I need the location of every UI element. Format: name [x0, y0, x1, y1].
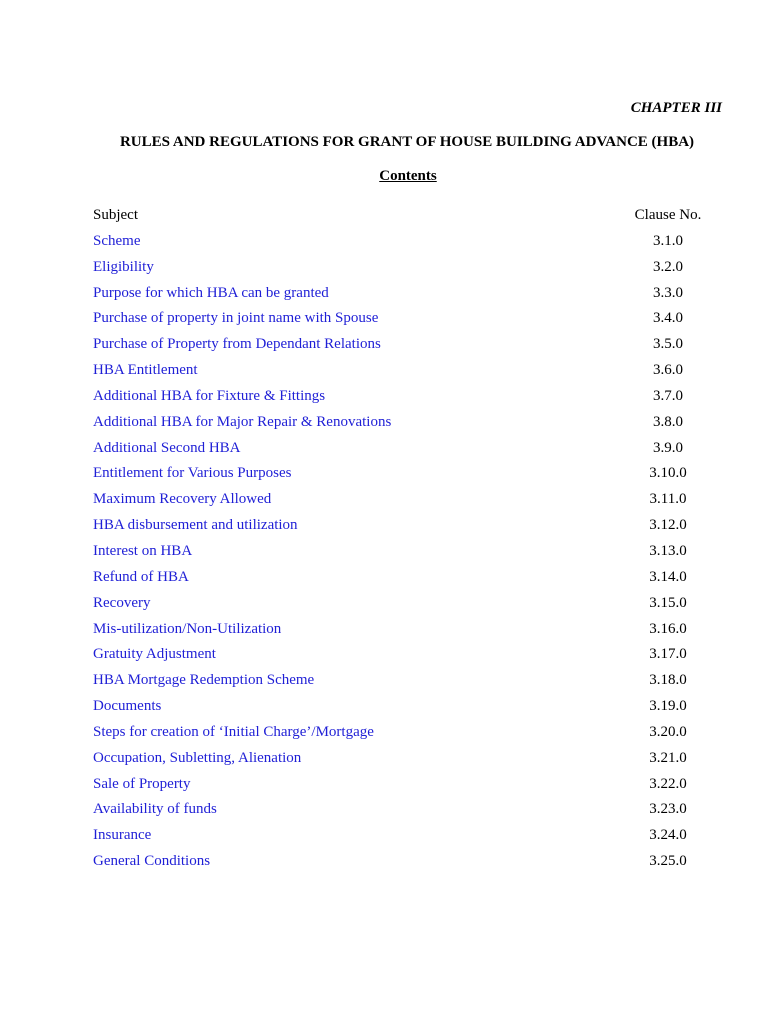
- toc-entry-link[interactable]: Purpose for which HBA can be granted: [93, 284, 329, 301]
- toc-entry-clause: 3.18.0: [649, 672, 687, 689]
- chapter-label: CHAPTER III: [630, 100, 722, 116]
- toc-entry: [93, 307, 713, 333]
- toc-entry: [93, 824, 713, 850]
- toc-entry-link[interactable]: Entitlement for Various Purposes: [93, 465, 292, 482]
- toc-entry: [93, 747, 713, 773]
- toc-entry-clause: 3.3.0: [653, 284, 683, 301]
- toc-entry-clause: 3.19.0: [649, 698, 687, 715]
- toc-entry-link[interactable]: Scheme: [93, 232, 141, 249]
- toc-entry: [93, 462, 713, 488]
- toc-entry-link[interactable]: Sale of Property: [93, 775, 191, 792]
- toc-entry-clause: 3.17.0: [649, 646, 687, 663]
- toc-entry-clause: 3.15.0: [649, 594, 687, 611]
- toc-entry-clause: 3.9.0: [653, 439, 683, 456]
- toc-entry-link[interactable]: Maximum Recovery Allowed: [93, 491, 272, 508]
- toc-entry: [93, 437, 713, 463]
- page-title: RULES AND REGULATIONS FOR GRANT OF HOUSE BUILDING ADVANCE (HBA): [119, 134, 695, 150]
- toc-entry: [93, 695, 713, 721]
- toc-entry-clause: 3.23.0: [649, 801, 687, 818]
- toc-entry: [93, 488, 713, 514]
- toc-entry-clause: 3.13.0: [649, 542, 687, 559]
- toc-entry: [93, 230, 713, 256]
- toc-entry: [93, 282, 713, 308]
- toc-entry: [93, 540, 713, 566]
- toc-entry-link[interactable]: Purchase of property in joint name with Spouse: [93, 310, 379, 327]
- toc-entry-link[interactable]: Recovery: [93, 594, 151, 611]
- toc-entry: [93, 411, 713, 437]
- toc-entry: [93, 359, 713, 385]
- toc-entry-clause: 3.24.0: [649, 827, 687, 844]
- toc-entry: [93, 773, 713, 799]
- toc-entry-clause: 3.7.0: [653, 387, 683, 404]
- toc-entry-link[interactable]: HBA Mortgage Redemption Scheme: [93, 672, 315, 689]
- toc-entry-link[interactable]: Mis-utilization/Non-Utilization: [93, 620, 282, 637]
- toc-entry: [93, 256, 713, 282]
- toc-entry-link[interactable]: General Conditions: [93, 853, 211, 870]
- toc-entry-clause: 3.14.0: [649, 568, 687, 585]
- toc-entry-clause: 3.12.0: [649, 517, 687, 534]
- toc-entry-link[interactable]: Interest on HBA: [93, 542, 193, 559]
- toc-entry: [93, 669, 713, 695]
- toc-entry-clause: 3.2.0: [653, 258, 683, 275]
- toc-entry-link[interactable]: HBA disbursement and utilization: [93, 517, 298, 534]
- toc-entry-clause: 3.16.0: [649, 620, 687, 637]
- toc-entry-link[interactable]: Availability of funds: [93, 801, 217, 818]
- toc-entry: [93, 385, 713, 411]
- toc-entry-clause: 3.4.0: [653, 310, 683, 327]
- toc-entry-clause: 3.25.0: [649, 853, 687, 870]
- toc-entries: [93, 230, 713, 876]
- toc-entry-clause: 3.10.0: [649, 465, 687, 482]
- toc-entry-link[interactable]: Additional HBA for Major Repair & Renovations: [93, 413, 392, 430]
- toc-entry: [93, 850, 713, 876]
- toc-entry-link[interactable]: Eligibility: [93, 258, 154, 275]
- toc-entry: [93, 721, 713, 747]
- toc-entry-clause: 3.6.0: [653, 362, 683, 379]
- toc-entry-link[interactable]: Documents: [93, 698, 162, 715]
- table-of-contents: [93, 204, 713, 876]
- toc-header-row: [93, 204, 713, 230]
- toc-entry: [93, 514, 713, 540]
- toc-entry-link[interactable]: Occupation, Subletting, Alienation: [93, 749, 302, 766]
- toc-entry: [93, 618, 713, 644]
- toc-entry-clause: 3.5.0: [653, 336, 683, 353]
- toc-entry: [93, 592, 713, 618]
- toc-entry-link[interactable]: HBA Entitlement: [93, 362, 198, 379]
- toc-entry-link[interactable]: Purchase of Property from Dependant Relations: [93, 336, 381, 353]
- toc-entry-clause: 3.11.0: [649, 491, 687, 508]
- subject-column-header: Subject: [93, 207, 138, 223]
- toc-entry-link[interactable]: Additional HBA for Fixture & Fittings: [93, 387, 326, 404]
- toc-entry-link[interactable]: Gratuity Adjustment: [93, 646, 216, 663]
- toc-entry-clause: 3.20.0: [649, 723, 687, 740]
- toc-entry: [93, 643, 713, 669]
- toc-entry-clause: 3.1.0: [653, 232, 683, 249]
- toc-entry-link[interactable]: Steps for creation of ‘Initial Charge’/Mortgage: [93, 723, 374, 740]
- toc-entry: [93, 333, 713, 359]
- toc-entry-link[interactable]: Insurance: [93, 827, 152, 844]
- toc-entry-clause: 3.22.0: [649, 775, 687, 792]
- toc-entry-link[interactable]: Additional Second HBA: [93, 439, 241, 456]
- toc-entry: [93, 566, 713, 592]
- clause-column-header: Clause No.: [634, 207, 702, 223]
- toc-entry-link[interactable]: Refund of HBA: [93, 568, 189, 585]
- toc-entry-clause: 3.21.0: [649, 749, 687, 766]
- toc-entry-clause: 3.8.0: [653, 413, 683, 430]
- toc-entry: [93, 798, 713, 824]
- contents-heading: Contents: [379, 168, 437, 184]
